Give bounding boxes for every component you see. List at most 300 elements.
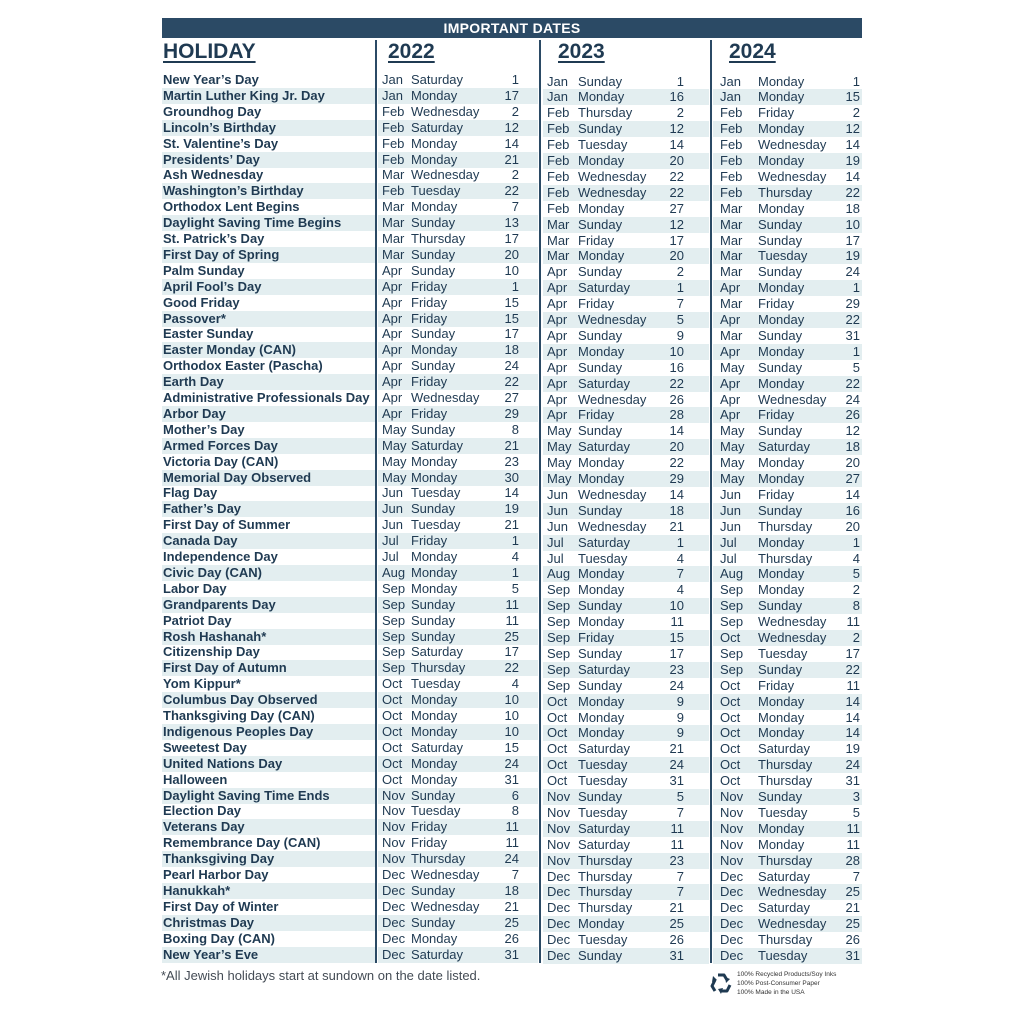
date-month: Nov [720,820,744,836]
date-month: Dec [720,900,744,916]
holiday-name: Sweetest Day [163,739,247,755]
date-month: Jul [382,533,399,549]
holiday-name: New Year’s Day [163,72,259,87]
date-day: 15 [504,294,519,310]
date-month: Sep [720,661,744,677]
date-weekday: Monday [758,375,805,391]
date-weekday: Monday [411,453,458,469]
date-weekday: Monday [578,582,625,598]
date-weekday: Monday [411,708,458,723]
date-month: May [382,453,407,469]
date-month: Sep [547,677,571,693]
date-month: Sep [547,582,571,598]
date-month: Apr [382,374,403,390]
date-weekday: Wednesday [758,630,827,645]
date-month: Aug [547,566,571,582]
date-day: 17 [504,644,519,660]
holiday-name: Boxing Day (CAN) [163,930,275,946]
date-day: 17 [504,87,519,103]
holiday-name: Daylight Saving Time Begins [163,215,342,231]
date-day: 7 [676,884,684,900]
holiday-name: Presidents’ Day [163,151,260,167]
date-day: 25 [845,916,860,932]
date-day: 2 [852,630,860,645]
date-day: 25 [845,884,860,900]
date-weekday: Wednesday [758,137,827,153]
date-day: 21 [669,900,684,916]
date-day: 11 [670,836,684,852]
date-day: 15 [669,630,684,645]
date-day: 19 [845,153,860,168]
date-month: Dec [720,916,744,932]
date-weekday: Sunday [758,661,803,677]
date-weekday: Monday [758,73,805,89]
date-day: 31 [845,948,860,963]
date-month: Oct [547,773,568,789]
date-day: 20 [845,518,860,534]
date-weekday: Saturday [411,72,464,87]
date-day: 10 [504,262,519,278]
recycle-line: 100% Recycled Products/Soy Inks [737,971,837,978]
date-month: Apr [547,296,568,312]
date-weekday: Tuesday [411,676,461,692]
date-day: 24 [669,757,684,773]
date-day: 1 [852,280,860,296]
date-month: Jul [720,550,737,566]
date-day: 2 [511,167,519,183]
date-month: Apr [547,327,568,343]
date-month: May [720,423,745,439]
holiday-name: Yom Kippur* [163,676,241,692]
date-day: 16 [669,89,684,105]
date-weekday: Tuesday [758,645,808,661]
date-weekday: Saturday [411,119,464,135]
date-day: 14 [504,135,519,151]
date-weekday: Thursday [758,852,813,868]
date-weekday: Wednesday [758,916,827,932]
date-month: Oct [382,771,403,787]
date-day: 31 [504,946,519,962]
date-weekday: Thursday [578,105,633,121]
date-day: 10 [504,723,519,739]
date-day: 20 [669,248,684,264]
date-weekday: Sunday [411,358,456,374]
date-month: Jun [382,485,403,501]
holiday-name: Flag Day [163,485,218,501]
date-month: Nov [547,836,571,852]
date-day: 2 [852,105,860,121]
row-stripe [543,344,709,360]
column-divider [375,40,377,963]
date-month: Dec [382,882,406,898]
date-weekday: Friday [578,296,615,312]
date-month: Jul [720,534,737,550]
date-month: May [720,439,745,455]
date-day: 5 [676,789,684,804]
date-month: Apr [382,358,403,374]
date-weekday: Thursday [411,851,466,867]
date-month: Jul [382,549,399,564]
date-weekday: Sunday [758,359,803,375]
date-day: 24 [845,391,860,407]
date-day: 29 [504,405,519,421]
holiday-name: Mother’s Day [163,421,245,437]
date-month: Apr [720,391,741,407]
holiday-name: Orthodox Easter (Pascha) [163,358,323,374]
date-weekday: Saturday [411,739,464,755]
date-day: 8 [511,803,519,819]
date-day: 18 [845,200,860,216]
year-2024-header: 2024 [729,40,776,63]
date-month: Dec [720,884,744,900]
date-weekday: Sunday [411,914,456,930]
date-weekday: Monday [758,566,805,582]
date-day: 8 [511,421,519,437]
date-weekday: Saturday [578,280,631,296]
date-day: 1 [852,73,860,89]
holiday-name: First Day of Autumn [163,660,287,676]
date-weekday: Monday [578,725,625,741]
date-weekday: Monday [578,916,625,932]
date-weekday: Friday [411,835,448,851]
date-month: Apr [547,280,568,296]
date-day: 17 [845,232,860,248]
date-month: Oct [382,692,403,708]
date-weekday: Tuesday [758,248,808,264]
date-month: Oct [720,677,741,693]
date-weekday: Monday [758,582,805,598]
date-weekday: Saturday [578,534,631,550]
date-month: Jan [382,87,403,103]
date-day: 25 [669,916,684,932]
date-month: Sep [547,661,571,677]
date-month: Mar [720,200,743,216]
date-weekday: Monday [758,121,805,137]
date-weekday: Sunday [578,677,623,693]
date-weekday: Saturday [758,741,811,757]
date-month: Apr [382,294,403,310]
date-weekday: Monday [758,709,805,725]
date-month: Mar [547,216,570,232]
date-month: Jan [547,73,568,89]
date-weekday: Sunday [758,789,803,804]
date-weekday: Saturday [411,644,464,660]
date-day: 24 [504,851,519,867]
date-month: Dec [547,900,571,916]
date-month: Oct [720,773,741,789]
date-day: 10 [669,343,684,359]
date-day: 10 [504,692,519,708]
date-weekday: Tuesday [578,804,628,820]
date-month: Jun [547,518,568,534]
date-day: 14 [845,137,860,153]
date-weekday: Friday [411,374,448,390]
date-weekday: Wednesday [578,184,647,200]
holiday-name: Election Day [163,803,242,819]
date-weekday: Tuesday [758,804,808,820]
date-month: Apr [547,312,568,327]
date-month: Feb [720,168,743,184]
date-month: Mar [720,264,743,280]
date-month: Feb [382,119,405,135]
date-month: Sep [720,582,744,598]
date-day: 11 [505,596,519,612]
date-day: 3 [852,789,860,804]
date-day: 14 [669,423,684,439]
date-month: Sep [382,628,406,644]
holiday-name: Veterans Day [163,819,245,835]
date-weekday: Monday [411,771,458,787]
date-month: Apr [547,407,568,423]
date-month: Feb [382,183,405,199]
date-weekday: Saturday [578,439,631,455]
date-day: 27 [669,200,684,216]
date-day: 16 [845,502,860,518]
date-day: 15 [504,739,519,755]
date-weekday: Friday [411,278,448,294]
date-weekday: Sunday [578,264,623,280]
date-day: 7 [852,868,860,884]
date-day: 21 [504,151,519,167]
holiday-name: St. Patrick’s Day [163,231,265,246]
date-month: Aug [382,564,406,580]
date-day: 31 [669,773,684,789]
date-month: Oct [547,693,568,709]
date-weekday: Thursday [758,757,813,773]
date-day: 7 [511,199,519,215]
date-day: 15 [845,89,860,105]
date-day: 22 [504,374,519,390]
date-day: 16 [669,359,684,375]
date-weekday: Monday [758,534,805,550]
date-month: Dec [547,932,571,948]
date-weekday: Sunday [578,327,623,343]
date-month: Feb [547,168,570,184]
date-day: 31 [504,771,519,787]
holiday-name: Orthodox Lent Begins [163,199,300,215]
date-month: Nov [547,852,571,868]
date-day: 12 [669,216,684,232]
date-weekday: Wednesday [411,103,480,119]
date-day: 14 [845,168,860,184]
date-month: Sep [382,660,406,676]
date-month: May [382,469,407,485]
date-weekday: Wednesday [411,867,480,882]
date-month: Sep [382,644,406,660]
date-weekday: Sunday [411,326,456,342]
date-weekday: Friday [411,405,448,421]
date-day: 26 [669,932,684,948]
date-weekday: Sunday [411,501,456,517]
date-month: Nov [382,835,406,851]
date-month: Apr [382,326,403,342]
date-month: Jul [547,550,564,566]
date-day: 21 [504,898,519,914]
date-day: 1 [676,534,684,550]
holiday-name: First Day of Winter [163,898,279,914]
holiday-name: First Day of Spring [163,246,280,262]
date-day: 24 [669,677,684,693]
date-weekday: Sunday [578,121,623,137]
date-day: 23 [669,661,684,677]
date-day: 29 [845,296,860,312]
date-month: Apr [382,278,403,294]
date-month: Jan [547,89,568,105]
holiday-name: Indigenous Peoples Day [163,723,314,739]
date-month: Sep [720,645,744,661]
date-day: 22 [669,184,684,200]
date-day: 22 [669,168,684,184]
date-weekday: Sunday [578,948,623,963]
holiday-name: Administrative Professionals Day [163,390,370,405]
holiday-name: Palm Sunday [163,262,245,278]
date-month: Feb [720,184,743,200]
date-month: Nov [382,787,406,803]
date-month: Dec [547,868,571,884]
holiday-name: Lincoln’s Birthday [163,119,276,135]
date-day: 21 [669,518,684,534]
date-weekday: Friday [758,105,795,121]
date-month: Mar [382,199,405,215]
date-day: 28 [669,407,684,423]
date-month: Jun [382,501,403,517]
date-weekday: Friday [411,533,448,549]
date-day: 11 [505,612,519,628]
date-weekday: Monday [758,693,805,709]
date-day: 18 [669,502,684,518]
date-month: Feb [547,200,570,216]
date-weekday: Sunday [578,789,623,804]
holiday-name: Hanukkah* [163,882,231,898]
date-weekday: Sunday [758,502,803,518]
date-weekday: Saturday [578,820,631,836]
date-month: May [547,471,572,486]
date-weekday: Tuesday [411,485,461,501]
date-day: 2 [511,103,519,119]
date-day: 11 [505,819,519,835]
date-day: 24 [504,358,519,374]
date-day: 31 [669,948,684,963]
date-weekday: Monday [411,87,458,103]
date-day: 12 [504,119,519,135]
date-day: 1 [676,280,684,296]
date-day: 14 [669,486,684,502]
date-weekday: Saturday [411,437,464,453]
date-weekday: Monday [758,725,805,741]
date-month: Apr [547,391,568,407]
date-day: 5 [852,359,860,375]
date-month: Sep [547,598,571,614]
holiday-name: Grandparents Day [163,596,276,612]
date-day: 17 [845,645,860,661]
date-month: Sep [547,645,571,661]
date-day: 22 [669,455,684,471]
date-month: May [547,423,572,439]
date-day: 4 [676,582,684,598]
holiday-name: Thanksgiving Day (CAN) [163,708,315,723]
date-weekday: Tuesday [411,803,461,819]
date-day: 22 [504,183,519,199]
date-day: 5 [676,312,684,327]
date-day: 26 [669,391,684,407]
date-day: 25 [504,628,519,644]
date-month: Feb [720,105,743,121]
date-day: 26 [845,407,860,423]
date-month: Oct [720,757,741,773]
date-month: Mar [382,231,405,246]
date-day: 19 [845,741,860,757]
date-weekday: Monday [578,89,625,105]
holiday-name: Rosh Hashanah* [163,628,267,644]
holiday-name: Civic Day (CAN) [163,564,262,580]
date-month: Mar [382,215,405,231]
date-weekday: Monday [411,692,458,708]
date-month: Jun [720,502,741,518]
date-day: 11 [670,820,684,836]
date-weekday: Sunday [758,423,803,439]
date-weekday: Friday [578,232,615,248]
date-day: 20 [845,455,860,471]
date-month: Feb [720,153,743,168]
date-month: Oct [382,723,403,739]
holiday-name: Thanksgiving Day [163,851,275,867]
holiday-name: Good Friday [163,294,240,310]
holiday-name: Ash Wednesday [163,167,264,183]
date-weekday: Wednesday [758,884,827,900]
date-month: Dec [382,898,406,914]
date-weekday: Saturday [578,836,631,852]
date-day: 20 [504,246,519,262]
date-day: 9 [676,725,684,741]
date-month: Apr [720,407,741,423]
holiday-name: April Fool’s Day [163,278,262,294]
date-weekday: Sunday [411,628,456,644]
date-day: 2 [852,582,860,598]
date-month: Sep [382,580,406,596]
date-month: Oct [720,741,741,757]
year-2023-header: 2023 [558,40,605,63]
date-month: Jan [382,72,403,87]
banner-title: IMPORTANT DATES [162,18,862,38]
date-weekday: Saturday [411,946,464,962]
date-month: Feb [382,103,405,119]
date-month: Oct [382,676,403,692]
date-month: Mar [547,232,570,248]
date-day: 9 [676,693,684,709]
date-month: Nov [720,789,744,804]
date-day: 2 [676,105,684,121]
date-month: Nov [720,804,744,820]
date-weekday: Monday [411,580,458,596]
date-weekday: Monday [578,693,625,709]
date-day: 31 [845,327,860,343]
date-month: Dec [382,867,406,882]
holiday-name: Passover* [163,310,226,326]
date-weekday: Monday [578,343,625,359]
date-day: 11 [670,614,684,630]
date-month: Dec [720,948,744,963]
holiday-name: Father’s Day [163,501,242,517]
date-weekday: Sunday [411,215,456,231]
date-month: Feb [547,153,570,168]
date-day: 5 [852,804,860,820]
date-day: 17 [504,231,519,246]
date-day: 24 [504,755,519,771]
date-weekday: Friday [758,486,795,502]
date-month: Nov [382,819,406,835]
date-day: 7 [511,867,519,882]
date-month: Aug [720,566,744,582]
